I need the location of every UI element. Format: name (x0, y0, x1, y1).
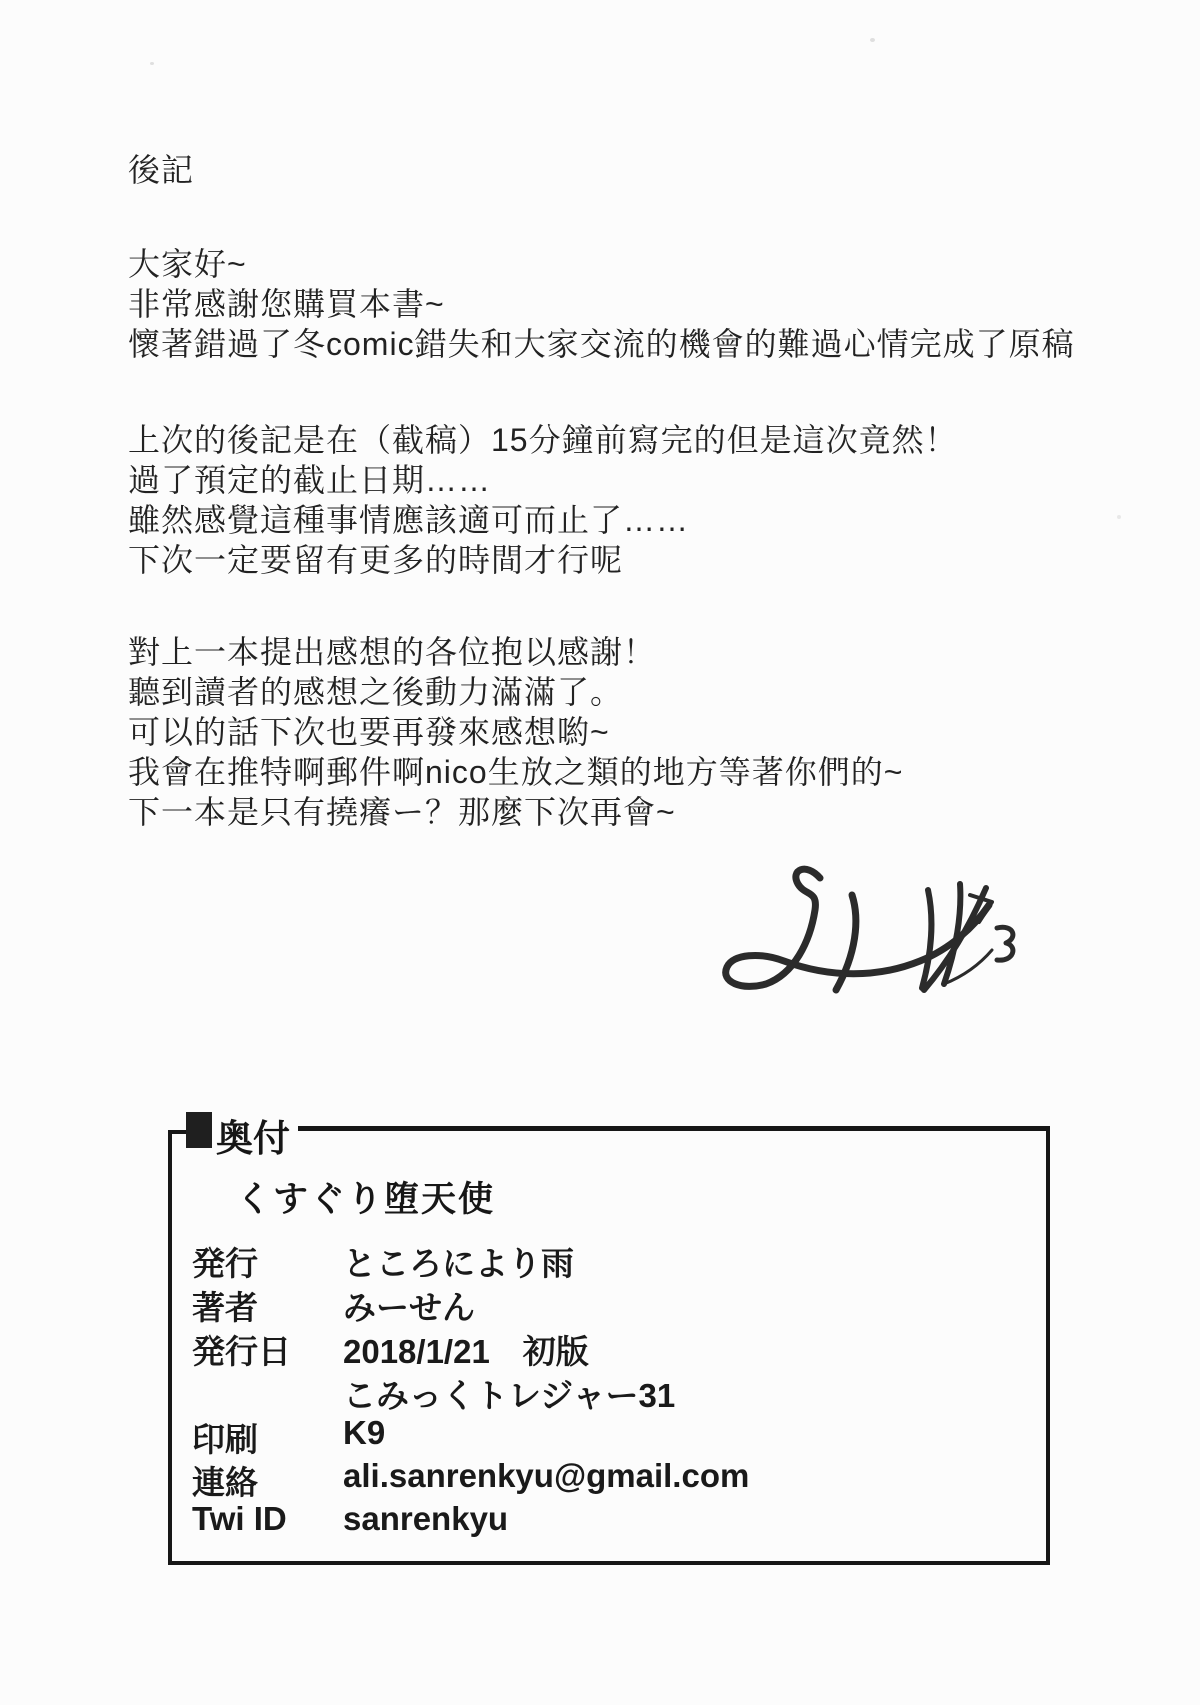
colophon-header-label: 奥付 (216, 1118, 290, 1159)
colophon-row-twitter-id (192, 1500, 1042, 1540)
afterword-line: 下一本是只有撓癢ー？那麼下次再會~ (128, 794, 676, 830)
colophon-row-value: こみっくトレジャー31 (343, 1377, 676, 1414)
colophon-row-publisher (192, 1238, 1042, 1282)
colophon-border-bottom (168, 1561, 1050, 1565)
colophon-row-event (192, 1370, 1042, 1414)
colophon-row-label: 連絡 (192, 1464, 258, 1501)
colophon-border-left (168, 1130, 172, 1565)
scan-speck (150, 62, 154, 65)
afterword-line: 大家好~ (128, 246, 247, 282)
colophon-header-rule (298, 1126, 1050, 1131)
afterword-line: 下次一定要留有更多的時間才行呢 (128, 542, 624, 578)
afterword-line: 聽到讀者的感想之後動力滿滿了。 (128, 674, 624, 710)
colophon-row-value: みーせん (343, 1289, 475, 1326)
afterword-line: 懷著錯過了冬comic錯失和大家交流的機會的難過心情完成了原稿 (128, 326, 1075, 362)
colophon-row-author (192, 1282, 1042, 1326)
colophon-border-right (1046, 1126, 1050, 1565)
afterword-line: 過了預定的截止日期…… (128, 462, 492, 498)
afterword-line: 我會在推特啊郵件啊nico生放之類的地方等著你們的~ (128, 754, 904, 790)
colophon-row-value: 2018/1/21 初版 (343, 1333, 589, 1370)
scan-speck (1117, 515, 1121, 519)
scan-speck (870, 38, 875, 42)
artist-signature (702, 850, 1022, 1000)
afterword-paragraph (128, 244, 1075, 364)
afterword-line: 對上一本提出感想的各位抱以感謝！ (128, 634, 657, 670)
page-title: 後記 (128, 152, 195, 188)
afterword-line: 非常感謝您購買本書~ (128, 286, 445, 322)
black-square-icon (186, 1112, 212, 1148)
colophon-row-label: 発行 (192, 1245, 258, 1282)
afterword-line: 可以的話下次也要再發來感想喲~ (128, 714, 610, 750)
afterword-paragraph (128, 632, 903, 832)
colophon-row-label: Twi ID (192, 1500, 287, 1537)
afterword-line: 雖然感覺這種事情應該適可而止了…… (128, 502, 690, 538)
colophon-row-value: ところにより雨 (343, 1245, 574, 1282)
colophon-row-contact (192, 1457, 1042, 1501)
colophon-row-value: ali.sanrenkyu@gmail.com (343, 1457, 750, 1494)
colophon-row-label: 発行日 (192, 1333, 291, 1370)
colophon-row-label: 著者 (192, 1289, 258, 1326)
book-title: くすぐり堕天使 (236, 1180, 496, 1219)
colophon-row-publish-date (192, 1326, 1042, 1370)
colophon-row-label: 印刷 (192, 1421, 258, 1458)
colophon-row-printer (192, 1414, 1042, 1458)
colophon-row-value: K9 (343, 1414, 386, 1451)
afterword-line: 上次的後記是在（截稿）15分鐘前寫完的但是這次竟然！ (128, 422, 958, 458)
colophon-row-value: sanrenkyu (343, 1500, 509, 1537)
afterword-paragraph (128, 420, 958, 580)
